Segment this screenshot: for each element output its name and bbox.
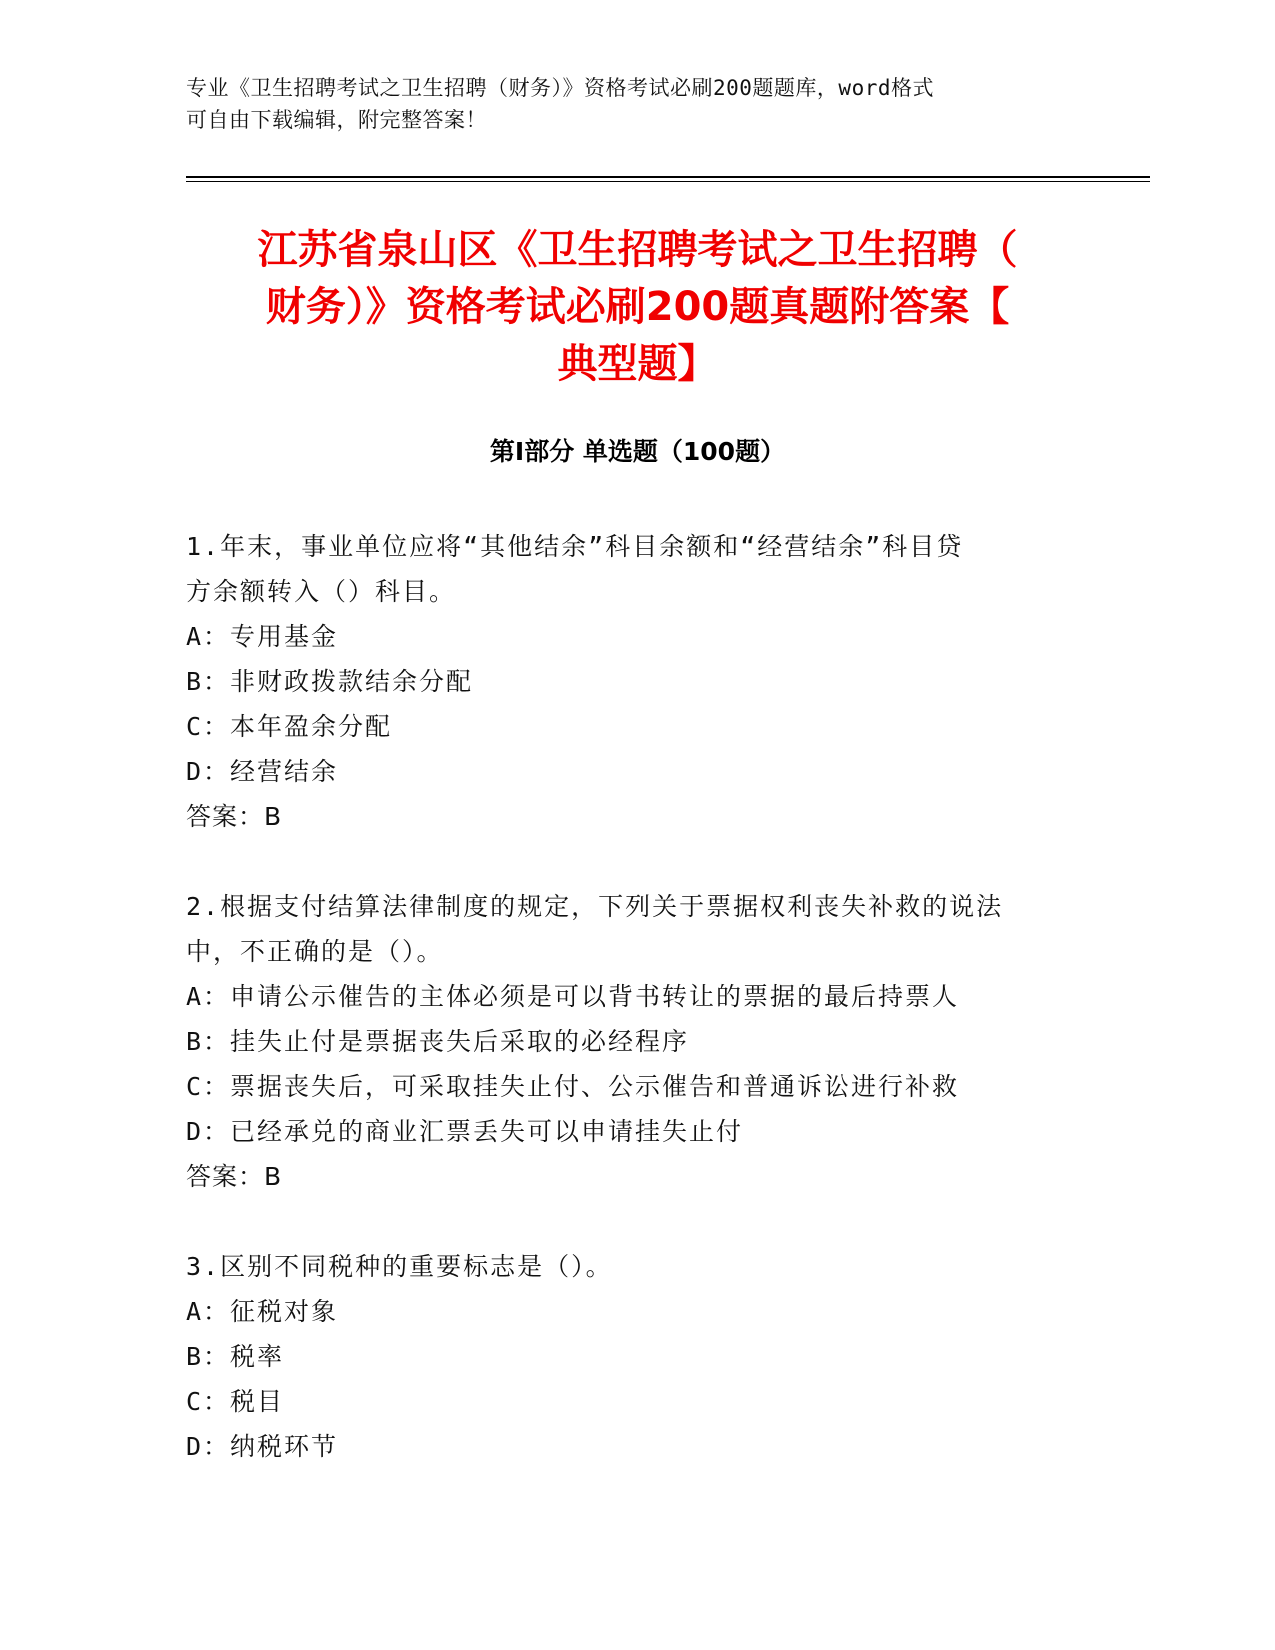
title-line: 江苏省泉山区《卫生招聘考试之卫生招聘（ bbox=[257, 227, 1018, 273]
answer: 答案：B bbox=[186, 802, 283, 831]
option-c: C：本年盈余分配 bbox=[186, 712, 393, 741]
title-line: 财务）》资格考试必刷200题真题附答案【 bbox=[265, 284, 1010, 330]
question-stem: 3.区别不同税种的重要标志是（）。 bbox=[186, 1252, 613, 1281]
question-stem: 方余额转入（）科目。 bbox=[186, 577, 457, 606]
header-note-line: 专业《卫生招聘考试之卫生招聘（财务）》资格考试必刷200题题库，word格式 bbox=[186, 76, 934, 100]
question-stem: 中，不正确的是（）。 bbox=[186, 937, 444, 966]
header-note bbox=[186, 72, 1066, 136]
section-title: 第Ⅰ部分 单选题（100题） bbox=[489, 437, 786, 466]
option-a: A：专用基金 bbox=[186, 622, 339, 651]
option-d: D：纳税环节 bbox=[186, 1432, 339, 1461]
option-c: C：税目 bbox=[186, 1387, 285, 1416]
option-d: D：经营结余 bbox=[186, 757, 339, 786]
question-stem: 1.年末，事业单位应将“其他结余”科目余额和“经营结余”科目贷 bbox=[186, 532, 964, 561]
option-a: A：征税对象 bbox=[186, 1297, 339, 1326]
document-title bbox=[150, 222, 1125, 393]
option-b: B：税率 bbox=[186, 1342, 285, 1371]
option-d: D：已经承兑的商业汇票丢失可以申请挂失止付 bbox=[186, 1117, 744, 1146]
option-a: A：申请公示催告的主体必须是可以背书转让的票据的最后持票人 bbox=[186, 982, 960, 1011]
question-1 bbox=[186, 524, 1086, 839]
option-c: C：票据丧失后，可采取挂失止付、公示催告和普通诉讼进行补救 bbox=[186, 1072, 960, 1101]
title-line: 典型题】 bbox=[557, 341, 718, 387]
header-note-line: 可自由下载编辑，附完整答案！ bbox=[186, 108, 487, 132]
question-3 bbox=[186, 1244, 1086, 1469]
option-b: B：非财政拨款结余分配 bbox=[186, 667, 474, 696]
header-divider-thin bbox=[186, 181, 1150, 182]
answer: 答案：B bbox=[186, 1162, 283, 1191]
header-divider bbox=[186, 176, 1150, 178]
question-2 bbox=[186, 884, 1086, 1199]
question-stem: 2.根据支付结算法律制度的规定，下列关于票据权利丧失补救的说法 bbox=[186, 892, 1004, 921]
option-b: B：挂失止付是票据丧失后采取的必经程序 bbox=[186, 1027, 690, 1056]
